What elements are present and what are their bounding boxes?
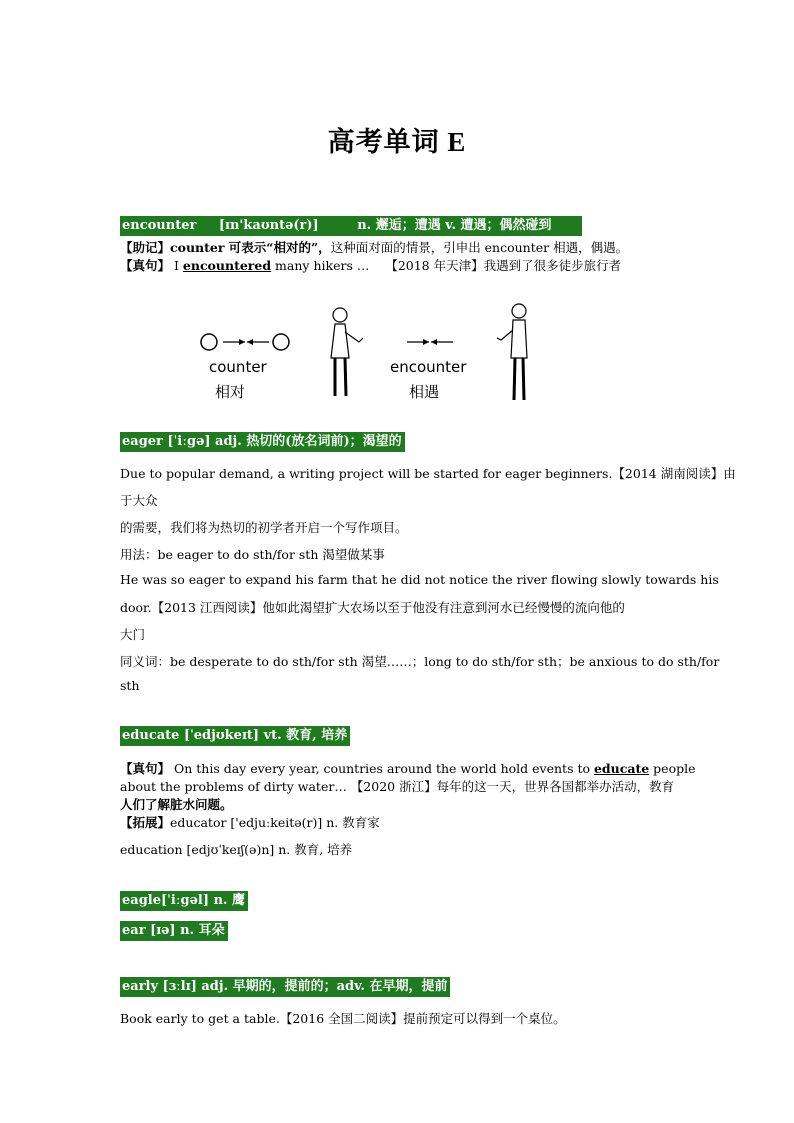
eager-ex2-line1: He was so eager to expand his farm that he did not notice the river flowing slowly towards his bbox=[120, 572, 719, 587]
eager-ex1-line2: 于大众 bbox=[120, 493, 158, 508]
person-right bbox=[497, 304, 527, 400]
mnemonic-tag: 【助记】 bbox=[120, 240, 171, 255]
counter-label: counter bbox=[209, 358, 267, 376]
entry-header-eagle: eagle[ˈiːgəl] n. 鹰 bbox=[120, 891, 248, 911]
mnemonic-bold: counter 可表示“相对的”， bbox=[170, 240, 331, 255]
example-pre: I bbox=[170, 258, 183, 273]
example-source: 【2018 年天津】我遇到了很多徒步旅行者 bbox=[385, 258, 622, 273]
educate-extension-line1 bbox=[120, 813, 380, 831]
eager-synonyms-line1: 同义词：be desperate to do sth/for sth 渴望……；long to do sth/for sth；be anxious to do sth/for bbox=[120, 654, 720, 669]
person-left bbox=[331, 308, 363, 396]
counter-encounter-illustration bbox=[185, 300, 535, 410]
educate-extension-tag: 【拓展】 bbox=[120, 815, 171, 830]
encounter-label: encounter bbox=[390, 358, 467, 376]
eager-usage: 用法：be eager to do sth/for sth 渴望做某事 bbox=[120, 547, 385, 562]
entry-header-educate: educate [ˈedjʊkeɪt] vt. 教育, 培养 bbox=[120, 726, 350, 746]
left-circle bbox=[201, 334, 217, 350]
entry-header-early: early [ɜːlɪ] adj. 早期的，提前的；adv. 在早期，提前 bbox=[120, 977, 450, 997]
early-example: Book early to get a table.【2016 全国二阅读】提前预定可以得到一个桌位。 bbox=[120, 1011, 566, 1026]
phonetic: [ɪn'kaʊntə(r)] bbox=[218, 218, 319, 233]
counter-cn-label: 相对 bbox=[215, 383, 246, 401]
educate-extension-line2: education [edjʊˈkeɪʃ(ə)n] n. 教育, 培养 bbox=[120, 842, 353, 857]
mnemonic-line bbox=[120, 238, 628, 256]
encounter-cn-label: 相遇 bbox=[409, 383, 440, 401]
meaning: n. 邂逅；遭遇 v. 遭遇；偶然碰到 bbox=[357, 218, 552, 233]
entry-header-encounter bbox=[120, 216, 582, 236]
educate-example-post: people bbox=[649, 761, 696, 776]
example-post: many hikers … bbox=[271, 258, 370, 273]
eager-ex2-line2: door.【2013 江西阅读】他如此渴望扩大农场以至于他没有注意到河水已经慢慢的流向他的 bbox=[120, 600, 625, 615]
educate-extension-text: educator ['edjuːkeitə(r)] n. 教育家 bbox=[170, 815, 380, 830]
example-line bbox=[120, 256, 621, 274]
eager-synonyms-line2: sth bbox=[120, 678, 140, 693]
example-word: encountered bbox=[182, 258, 272, 273]
eager-ex1-line1: Due to popular demand, a writing project will be started for eager beginners.【2014 湖南阅读】由 bbox=[120, 466, 736, 481]
educate-example-line3: 人们了解脏水问题。 bbox=[120, 797, 233, 812]
eager-ex1-line3: 的需要，我们将为热切的初学者开启一个写作项目。 bbox=[120, 520, 408, 535]
entry-header-eager: eager [ˈiːgə] adj. 热切的(放名词前)；渴望的 bbox=[120, 432, 405, 452]
educate-example-line2: about the problems of dirty water… 【2020 浙江】每年的这一天，世界各国都举办活动，教育 bbox=[120, 779, 675, 794]
eager-ex2-line3: 大门 bbox=[120, 627, 146, 642]
entry-header-ear: ear [ɪə] n. 耳朵 bbox=[120, 921, 228, 941]
educate-example-word: educate bbox=[593, 761, 650, 776]
headword: encounter bbox=[122, 218, 197, 233]
example-tag: 【真句】 bbox=[120, 258, 171, 273]
educate-example-line1 bbox=[120, 759, 696, 777]
educate-example-pre: On this day every year, countries around the world hold events to bbox=[170, 761, 594, 776]
mnemonic-rest: 这种面对面的情景，引申出 encounter 相遇，偶遇。 bbox=[330, 240, 629, 255]
right-circle bbox=[273, 334, 289, 350]
educate-example-tag: 【真句】 bbox=[120, 761, 171, 776]
page-title: 高考单词 E bbox=[327, 127, 467, 157]
